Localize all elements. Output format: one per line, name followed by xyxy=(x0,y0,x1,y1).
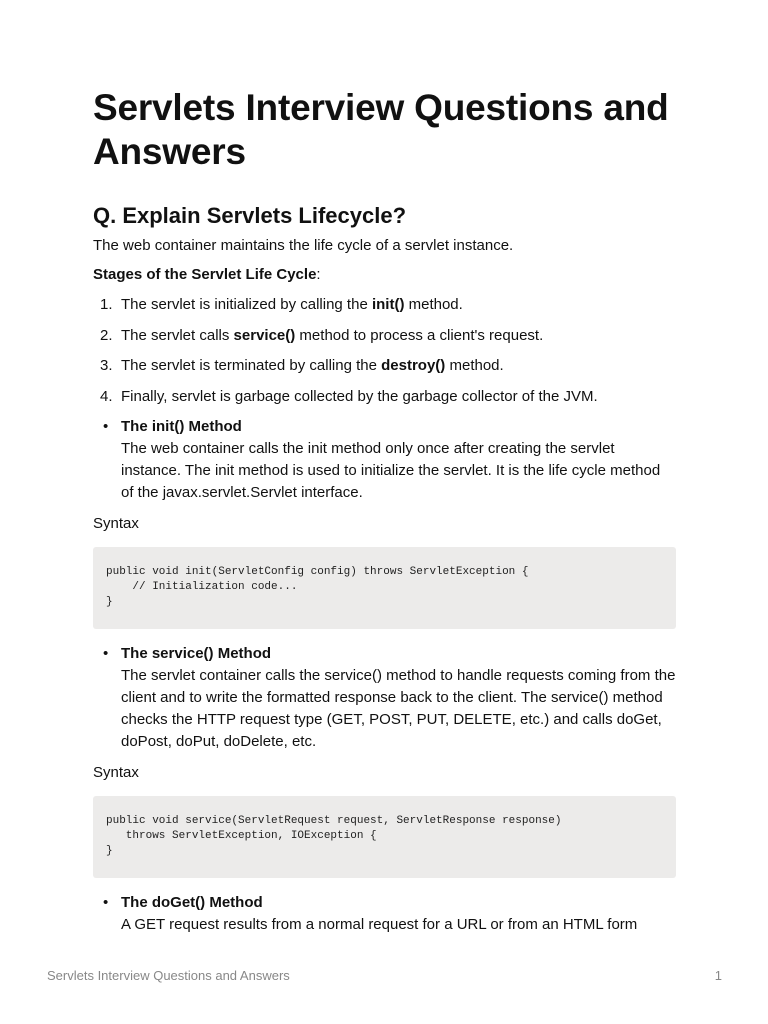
doget-method-section xyxy=(93,892,676,936)
bullet-icon: • xyxy=(103,418,109,435)
list-item: 3. The servlet is terminated by calling the destroy() method. xyxy=(100,357,504,374)
intro-paragraph: The web container maintains the life cycle of a servlet instance. xyxy=(93,237,514,254)
code-block: public void init(ServletConfig config) throws ServletException { // Initialization code... } xyxy=(93,547,676,629)
syntax-label: Syntax xyxy=(93,515,139,532)
method-description: A GET request results from a normal request for a URL or from an HTML form xyxy=(121,916,638,933)
method-description: The web container calls the init method only once after creating the servlet instance. The init method is used to initialize the servlet. It is the life cycle method of the javax.servlet.Servlet interface. xyxy=(121,440,661,501)
syntax-label: Syntax xyxy=(93,764,139,781)
init-method-section xyxy=(93,416,676,504)
document-page xyxy=(93,86,676,936)
method-description: The servlet container calls the service() method to handle requests coming from the client and to write the formatted response back to the client. The service() method checks the HTTP request type (GET, POST, PUT, DELETE, etc.) and calls doGet, doPost, doPut, doDelete, etc. xyxy=(121,667,676,750)
method-heading: The doGet() Method xyxy=(121,894,263,911)
method-heading: The init() Method xyxy=(121,418,242,435)
stages-list xyxy=(93,294,676,408)
list-item xyxy=(93,643,676,753)
method-heading: The service() Method xyxy=(121,645,272,662)
stages-colon: : xyxy=(316,266,321,283)
question-heading: Q. Explain Servlets Lifecycle? xyxy=(93,203,407,228)
service-method-section xyxy=(93,643,676,753)
list-item: 4. Finally, servlet is garbage collected by the garbage collector of the JVM. xyxy=(100,387,598,405)
list-item: 1. The servlet is initialized by calling the init() method. xyxy=(100,296,463,313)
page-title: Servlets Interview Questions and Answers xyxy=(93,87,669,172)
page-number: 1 xyxy=(714,968,722,983)
stages-label xyxy=(93,264,676,286)
bullet-icon: • xyxy=(103,645,109,662)
stages-heading: Stages of the Servlet Life Cycle xyxy=(93,266,317,283)
bullet-icon: • xyxy=(103,894,109,911)
list-item: 2. The servlet calls service() method to process a client's request. xyxy=(100,326,544,344)
list-item xyxy=(93,416,676,504)
code-block: public void service(ServletRequest request, ServletResponse response) throws ServletException, IOException { } xyxy=(93,796,676,878)
list-item xyxy=(93,892,676,936)
footer-title: Servlets Interview Questions and Answers xyxy=(47,968,290,983)
